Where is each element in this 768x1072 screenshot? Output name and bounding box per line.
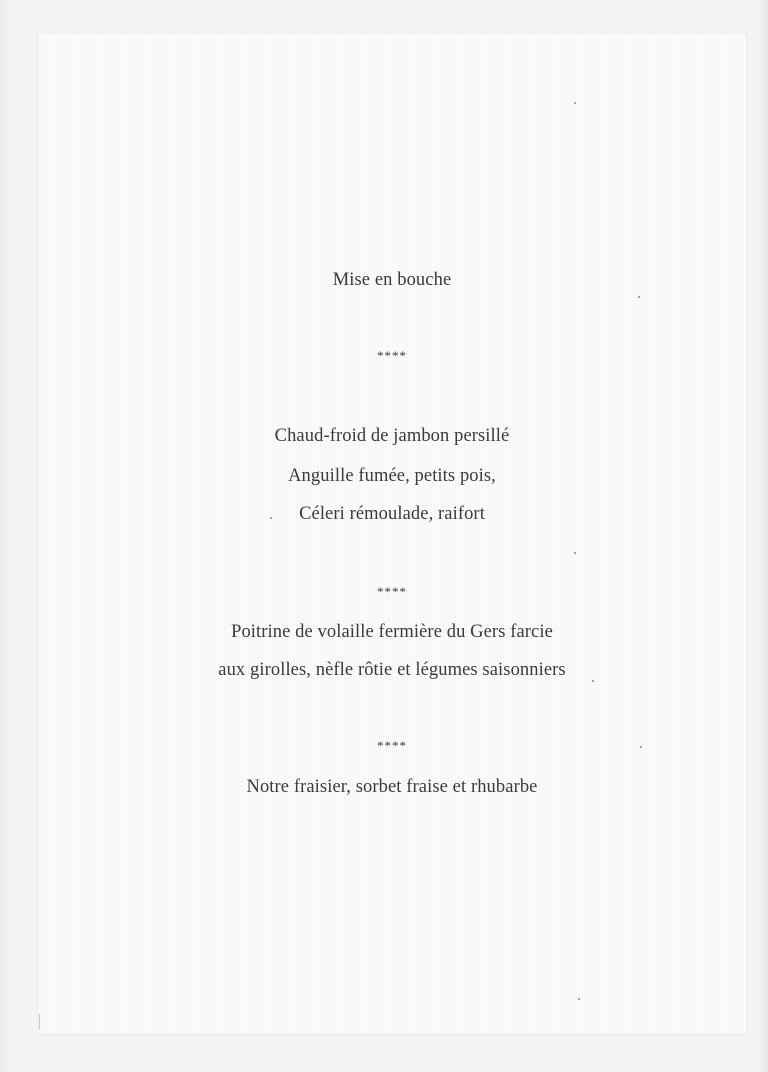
course-starter-line-1: Chaud-froid de jambon persillé bbox=[274, 426, 510, 446]
course-main-line-2: aux girolles, nèfle rôtie et légumes saisonniers bbox=[218, 660, 566, 680]
course-dessert: Notre fraisier, sorbet fraise et rhubarbe bbox=[246, 777, 538, 797]
separator: **** bbox=[377, 738, 407, 753]
menu-text bbox=[38, 34, 746, 1034]
scan-speck bbox=[270, 517, 272, 519]
separator: **** bbox=[377, 584, 407, 599]
course-main-line-1: Poitrine de volaille fermière du Gers farcie bbox=[231, 622, 553, 642]
course-amuse-bouche: Mise en bouche bbox=[332, 270, 452, 290]
scan-edge-mark bbox=[39, 1014, 40, 1030]
course-starter-line-3: Céleri rémoulade, raifort bbox=[299, 504, 485, 524]
course-starter-line-2: Anguille fumée, petits pois, bbox=[288, 466, 496, 486]
scan-speck bbox=[638, 296, 640, 298]
scan-speck bbox=[640, 746, 642, 748]
scan-speck bbox=[592, 680, 594, 682]
scan-speck bbox=[574, 102, 576, 104]
menu-card bbox=[38, 34, 746, 1034]
scan-speck bbox=[578, 998, 580, 1000]
separator: **** bbox=[377, 348, 407, 363]
scan-speck bbox=[574, 552, 576, 554]
